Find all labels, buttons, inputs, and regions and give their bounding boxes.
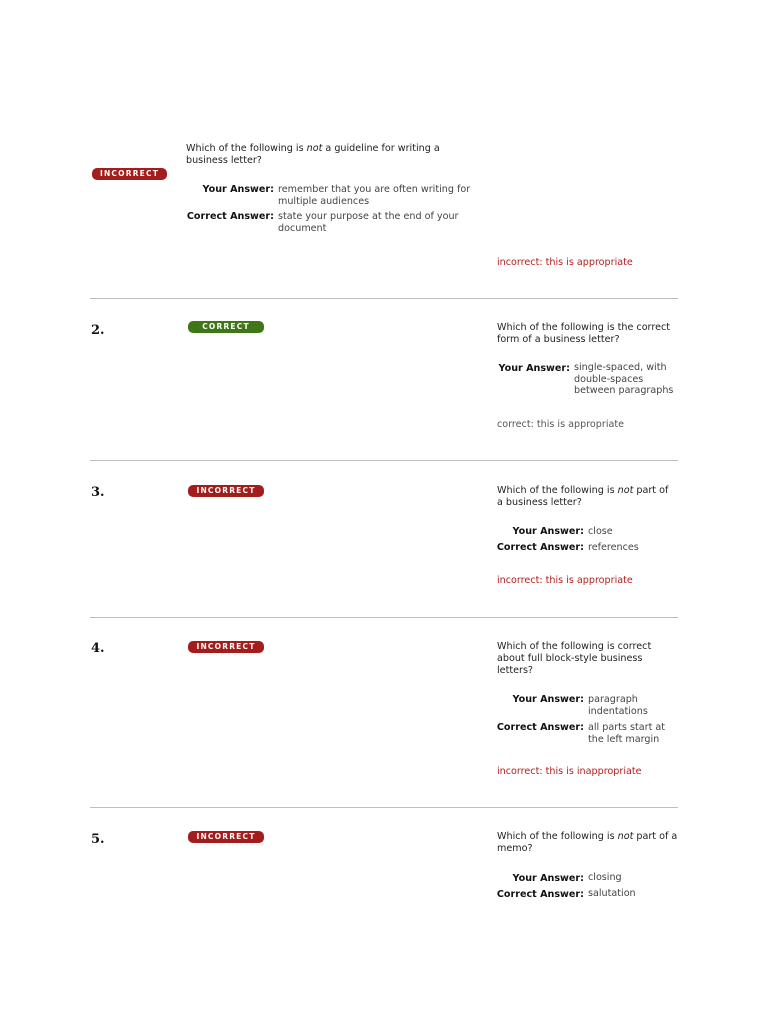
feedback-text: incorrect: this is inappropriate <box>497 766 642 777</box>
incorrect-badge: INCORRECT <box>188 485 264 497</box>
divider <box>90 617 678 618</box>
question-text: Which of the following is not a guideline for writing a business letter? <box>186 143 440 166</box>
your-answer-value: remember that you are often writing for multiple audiences <box>278 184 471 207</box>
correct-answer-value: salutation <box>588 888 636 899</box>
your-answer-label: Your Answer: <box>202 184 274 195</box>
your-answer-label: Your Answer: <box>512 694 584 705</box>
correct-answer-value: state your purpose at the end of your document <box>278 211 459 234</box>
your-answer-value: paragraph indentations <box>588 694 648 717</box>
question-text: Which of the following is the correct form of a business letter? <box>497 322 671 345</box>
your-answer-label: Your Answer: <box>512 873 584 884</box>
feedback-text: correct: this is appropriate <box>497 419 625 430</box>
question-text: Which of the following is correct about full block-style business letters? <box>497 641 652 676</box>
divider <box>90 298 678 299</box>
correct-answer-label: Correct Answer: <box>186 211 274 222</box>
your-answer-value: close <box>588 526 613 537</box>
your-answer-label: Your Answer: <box>498 363 570 374</box>
divider <box>90 807 678 808</box>
incorrect-badge: INCORRECT <box>188 831 264 843</box>
question-number: 4. <box>91 641 105 656</box>
question-number: 5. <box>91 832 105 847</box>
correct-answer-value: references <box>588 542 639 553</box>
feedback-text: incorrect: this is appropriate <box>497 257 633 268</box>
incorrect-badge: INCORRECT <box>92 168 167 180</box>
correct-answer-label: Correct Answer: <box>496 889 584 900</box>
incorrect-badge: INCORRECT <box>188 641 264 653</box>
question-text: Which of the following is not part of a memo? <box>497 831 678 854</box>
correct-badge: CORRECT <box>188 321 264 333</box>
your-answer-value: single-spaced, with double-spaces between paragraphs <box>574 362 674 396</box>
feedback-text: incorrect: this is appropriate <box>497 575 633 586</box>
your-answer-value: closing <box>588 872 622 883</box>
question-text: Which of the following is not part of a business letter? <box>497 485 669 508</box>
correct-answer-label: Correct Answer: <box>496 722 584 733</box>
your-answer-label: Your Answer: <box>512 526 584 537</box>
correct-answer-label: Correct Answer: <box>496 542 584 553</box>
divider <box>90 460 678 461</box>
question-number: 2. <box>91 323 105 338</box>
question-number: 3. <box>91 485 105 500</box>
correct-answer-value: all parts start at the left margin <box>588 722 666 745</box>
